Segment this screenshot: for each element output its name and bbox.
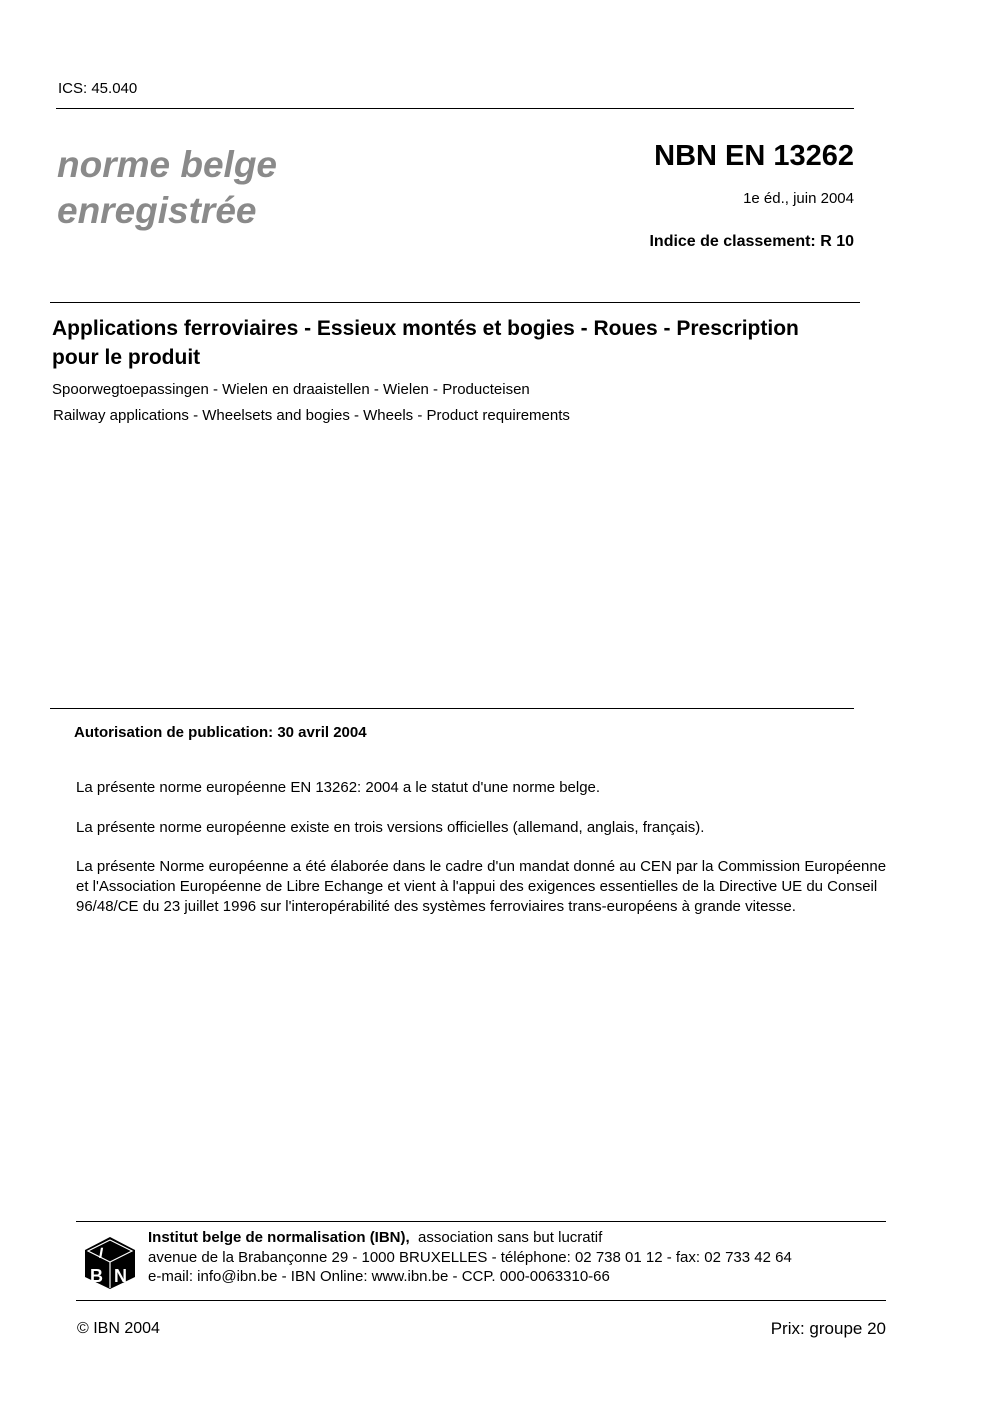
ics-code: ICS: 45.040 <box>58 80 138 97</box>
institute-name: Institut belge de normalisation (IBN), <box>148 1229 410 1246</box>
svg-text:I: I <box>97 1245 105 1262</box>
footer-top-divider <box>76 1221 886 1222</box>
svg-text:B: B <box>90 1266 103 1286</box>
registered-standard-label-line2: enregistrée <box>57 190 257 231</box>
title-dutch: Spoorwegtoepassingen - Wielen en draaistellen - Wielen - Producteisen <box>52 381 530 398</box>
title-divider <box>50 302 860 303</box>
paragraph-status: La présente norme européenne EN 13262: 2004 a le statut d'une norme belge. <box>76 779 601 796</box>
registered-standard-label-line1: norme belge <box>57 144 277 185</box>
ibn-logo <box>84 1236 136 1290</box>
standard-number: NBN EN 13262 <box>654 140 854 172</box>
institute-contact: e-mail: info@ibn.be - IBN Online: www.ibn.be - CCP. 000-0063310-66 <box>148 1268 610 1285</box>
registered-standard-label <box>57 142 377 234</box>
ibn-logo-icon <box>84 1236 136 1290</box>
footer-bottom-divider <box>76 1300 886 1301</box>
institute-address: avenue de la Brabançonne 29 - 1000 BRUXELLES - téléphone: 02 738 01 12 - fax: 02 733 42 64 <box>148 1248 792 1266</box>
body-divider <box>50 708 854 709</box>
copyright: © IBN 2004 <box>77 1320 160 1337</box>
price-group: Prix: groupe 20 <box>770 1319 886 1338</box>
classification-index: Indice de classement: R 10 <box>649 233 854 250</box>
institute-info <box>148 1228 792 1287</box>
paragraph-mandate: La présente Norme européenne a été élaborée dans le cadre d'un mandat donné au CEN par la Commission Européenne et l'Association Européenne de Libre Echange et vient à l'appui des exigences essentielles de la Directive UE du Conseil 96/48/CE du 23 juillet 1996 sur l'interopérabilité des systèmes ferroviaires trans-européens à grande vitesse. <box>76 858 887 915</box>
institute-type: association sans but lucratif <box>418 1229 603 1246</box>
title-english: Railway applications - Wheelsets and bogies - Wheels - Product requirements <box>53 407 570 424</box>
publication-authorization: Autorisation de publication: 30 avril 2004 <box>74 724 367 741</box>
edition-date: 1e éd., juin 2004 <box>743 190 854 207</box>
svg-text:N: N <box>114 1266 127 1286</box>
institute-line <box>148 1228 792 1248</box>
title-french: Applications ferroviaires - Essieux montés et bogies - Roues - Prescription pour le produit <box>52 317 799 369</box>
header-divider <box>56 108 854 109</box>
paragraph-versions: La présente norme européenne existe en trois versions officielles (allemand, anglais, français). <box>76 819 705 836</box>
